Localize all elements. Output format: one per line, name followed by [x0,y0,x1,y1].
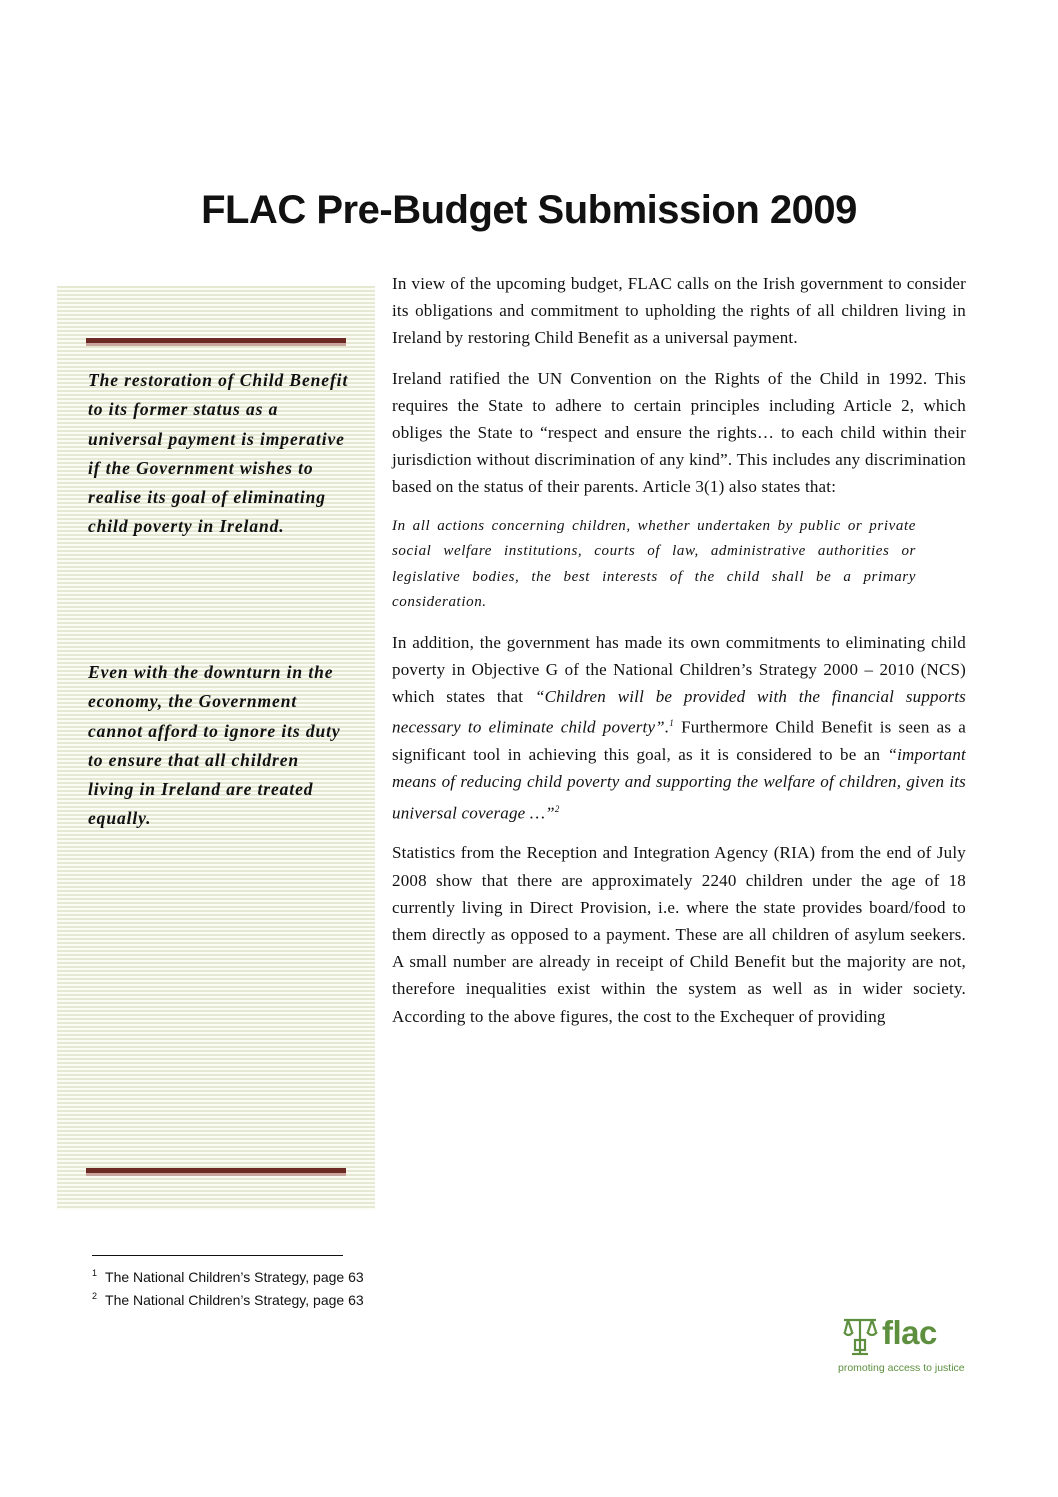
flac-logo [838,1312,968,1390]
footnote-2 [92,1291,364,1308]
logo-tagline: promoting access to justice [838,1362,965,1374]
ncs-quote-2: “important means of reducing child poverty and supporting the welfare of children, given its universal coverage …” [392,745,966,823]
pull-quote-2: Even with the downturn in the economy, the Government cannot afford to ignore its duty to ensure that all children living in Ireland are treated equally. [88,662,341,829]
ncs-quote-1: “Children will be provided with the financial supports necessary to eliminate child poverty”. [392,687,966,737]
paragraph-4: Statistics from the Reception and Integration Agency (RIA) from the end of July 2008 show that there are approximately 2240 children under the age of 18 currently living in Direct Provision, i.e. where the state provides board/food to them directly as opposed to a payment. These are all children of asylum seekers. A small number are already in receipt of Child Benefit but the majority are not, therefore inequalities exist within the system as well as in wider society. According to the above figures, the cost to the Exchequer of providing [392,843,966,1026]
sidebar-bottom-rule [86,1168,346,1173]
paragraph-3-text-a: In addition, the government has made its own commitments to eliminating child poverty in Objective G of the National Children’s Strategy 2000 – 2010 (NCS) which states that [392,632,966,707]
pull-quote-1: The restoration of Child Benefit to its former status as a universal payment is imperative if the Government wishes to realise its goal of eliminating child poverty in Ireland. [88,370,349,537]
paragraph-3 [392,629,966,827]
footnote-2-number: 2 [92,1291,98,1301]
paragraph-1: In view of the upcoming budget, FLAC calls on the Irish government to consider its obligations and commitment to upholding the rights of all children living in Ireland by restoring Child Benefit as a universal payment. [392,274,966,348]
sidebar-top-rule [86,338,346,343]
scales-of-justice-icon [842,1316,880,1358]
footnote-1 [92,1268,364,1285]
footnote-1-number: 1 [92,1268,98,1278]
footnote-ref-1: 1 [669,718,674,729]
footnote-separator [92,1255,343,1256]
body-text [392,270,966,1043]
logo-wordmark: flac [882,1314,937,1351]
footnote-1-text: The National Children’s Strategy, page 63 [105,1269,364,1285]
pull-quote-sidebar [57,286,375,1210]
footnote-ref-2: 2 [554,803,560,814]
page-title: FLAC Pre-Budget Submission 2009 [201,188,857,232]
paragraph-3-text-b: Furthermore Child Benefit is seen as a significant tool in achieving this goal, as it is considered to be an [392,717,966,765]
article-3-quote: In all actions concerning children, whether undertaken by public or private social welfare institutions, courts of law, administrative authorities or legislative bodies, the best interests of the child shall be a primary consideration. [392,517,916,611]
paragraph-2: Ireland ratified the UN Convention on the Rights of the Child in 1992. This requires the State to adhere to certain principles including Article 2, which obliges the State to “respect and ensure the rights… to each child within their jurisdiction without discrimination of any kind”. This includes any discrimination based on the status of their parents. Article 3(1) also states that: [392,368,966,497]
footnote-2-text: The National Children’s Strategy, page 63 [105,1292,364,1308]
